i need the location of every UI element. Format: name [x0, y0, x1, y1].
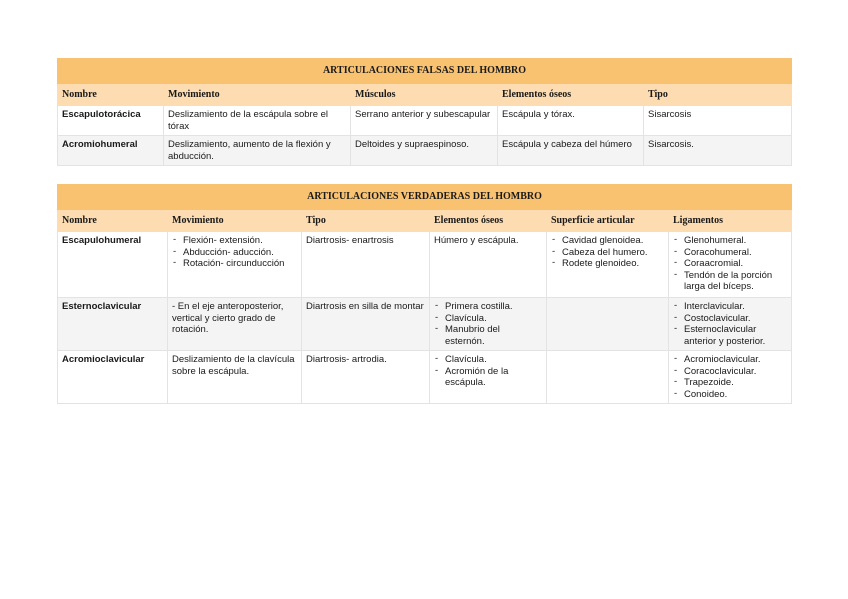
header-elementos-oseos: Elementos óseos — [498, 83, 644, 106]
header-tipo: Tipo — [302, 209, 430, 232]
table-row — [58, 232, 792, 298]
cell-movimiento: Deslizamiento de la clavícula sobre la escápula. — [168, 351, 302, 404]
header-tipo: Tipo — [644, 83, 792, 106]
cell-superficie-articular — [547, 298, 669, 351]
cell-elementos-oseos — [430, 351, 547, 404]
cell-nombre: Escapulohumeral — [58, 232, 168, 298]
cell-elementos-oseos: Escápula y tórax. — [498, 106, 644, 136]
table-row — [58, 298, 792, 351]
bullet-list — [673, 301, 787, 347]
cell-ligamentos — [669, 351, 792, 404]
list-item: - Coraacromial. — [673, 258, 787, 270]
list-item: - Esternoclavicular anterior y posterior. — [673, 324, 787, 347]
list-item: - Acromión de la escápula. — [434, 366, 542, 389]
cell-nombre: Esternoclavicular — [58, 298, 168, 351]
list-item: - Conoideo. — [673, 389, 787, 401]
bullet-list — [172, 235, 297, 270]
cell-musculos: Deltoides y supraespinoso. — [351, 136, 498, 166]
table-title-row — [58, 185, 792, 210]
list-item: - Manubrio del esternón. — [434, 324, 542, 347]
list-item: - Tendón de la porción larga del bíceps. — [673, 270, 787, 293]
list-item: - Coracohumeral. — [673, 247, 787, 259]
cell-tipo: Diartrosis en silla de montar — [302, 298, 430, 351]
cell-elementos-oseos — [430, 298, 547, 351]
cell-movimiento: - En el eje anteroposterior, vertical y cierto grado de rotación. — [168, 298, 302, 351]
list-item: - Flexión- extensión. — [172, 235, 297, 247]
cell-elementos-oseos: Húmero y escápula. — [430, 232, 547, 298]
cell-tipo: Sisarcosis — [644, 106, 792, 136]
list-item: - Trapezoide. — [673, 377, 787, 389]
list-item: - Clavícula. — [434, 313, 542, 325]
header-ligamentos: Ligamentos — [669, 209, 792, 232]
table-row — [58, 136, 792, 166]
cell-movimiento — [168, 232, 302, 298]
table-row — [58, 351, 792, 404]
header-elementos-oseos: Elementos óseos — [430, 209, 547, 232]
cell-superficie-articular — [547, 351, 669, 404]
cell-tipo: Diartrosis- artrodia. — [302, 351, 430, 404]
cell-tipo: Sisarcosis. — [644, 136, 792, 166]
table-title-row — [58, 59, 792, 84]
list-item: - Rotación- circunducción — [172, 258, 297, 270]
header-nombre: Nombre — [58, 83, 164, 106]
table-title: ARTICULACIONES VERDADERAS DEL HOMBRO — [58, 185, 792, 210]
list-item: - Costoclavicular. — [673, 313, 787, 325]
cell-nombre: Acromiohumeral — [58, 136, 164, 166]
bullet-list — [434, 354, 542, 389]
list-item: - Coracoclavicular. — [673, 366, 787, 378]
header-superficie-articular: Superficie articular — [547, 209, 669, 232]
true-joints-table — [57, 184, 792, 404]
cell-ligamentos — [669, 232, 792, 298]
header-movimiento: Movimiento — [164, 83, 351, 106]
cell-superficie-articular — [547, 232, 669, 298]
cell-musculos: Serrano anterior y subescapular — [351, 106, 498, 136]
list-item: - Clavícula. — [434, 354, 542, 366]
header-nombre: Nombre — [58, 209, 168, 232]
list-item: - Glenohumeral. — [673, 235, 787, 247]
bullet-list — [673, 354, 787, 400]
list-item: - Rodete glenoideo. — [551, 258, 664, 270]
table-title: ARTICULACIONES FALSAS DEL HOMBRO — [58, 59, 792, 84]
header-movimiento: Movimiento — [168, 209, 302, 232]
list-item: - Interclavicular. — [673, 301, 787, 313]
table-header-row — [58, 209, 792, 232]
list-item: - Acromioclavicular. — [673, 354, 787, 366]
cell-nombre: Escapulotorácica — [58, 106, 164, 136]
cell-elementos-oseos: Escápula y cabeza del húmero — [498, 136, 644, 166]
false-joints-table — [57, 58, 792, 166]
list-item: - Primera costilla. — [434, 301, 542, 313]
cell-movimiento: Deslizamiento, aumento de la flexión y abducción. — [164, 136, 351, 166]
table-row — [58, 106, 792, 136]
list-item: - Cavidad glenoidea. — [551, 235, 664, 247]
cell-ligamentos — [669, 298, 792, 351]
header-musculos: Músculos — [351, 83, 498, 106]
list-item: - Cabeza del humero. — [551, 247, 664, 259]
cell-movimiento: Deslizamiento de la escápula sobre el tórax — [164, 106, 351, 136]
cell-tipo: Diartrosis- enartrosis — [302, 232, 430, 298]
cell-nombre: Acromioclavicular — [58, 351, 168, 404]
list-item: - Abducción- aducción. — [172, 247, 297, 259]
bullet-list — [551, 235, 664, 270]
bullet-list — [434, 301, 542, 347]
bullet-list — [673, 235, 787, 293]
table-header-row — [58, 83, 792, 106]
